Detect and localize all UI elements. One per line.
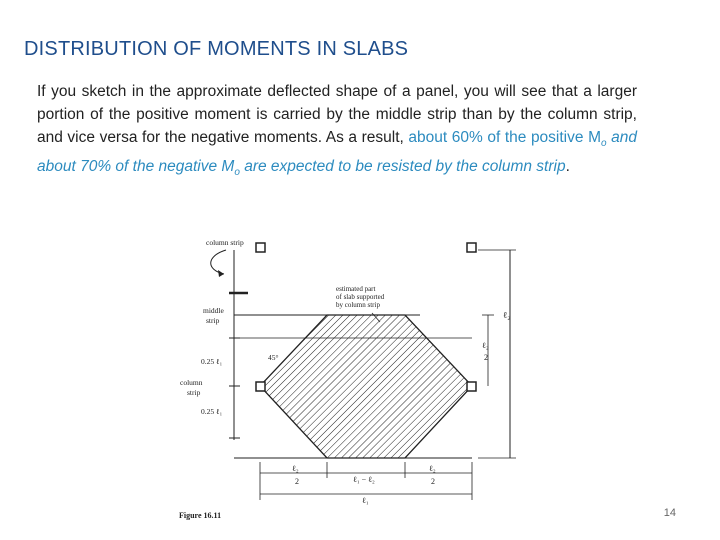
label-025-l1-top: 0.25 ℓ₁ (201, 357, 223, 366)
label-45-degrees: 45° (268, 353, 279, 362)
column-square-mr (467, 382, 476, 391)
column-square-tr (467, 243, 476, 252)
subscript-o-2: o (234, 167, 240, 179)
column-square-ml (256, 382, 265, 391)
label-column-1: column (180, 378, 203, 387)
figure-caption: Figure 16.11 (179, 511, 222, 520)
label-l2-half-num: ℓ₂ (482, 341, 489, 350)
label-bottom-left-den: 2 (295, 477, 299, 486)
label-middle-2: strip (206, 316, 220, 325)
arrowhead-icon (218, 270, 224, 277)
column-square-tl (256, 243, 265, 252)
label-bottom-right-num: ℓ₂ (429, 464, 436, 473)
paragraph-end: . (565, 158, 570, 176)
label-bottom-right-den: 2 (431, 477, 435, 486)
label-estimated-3: by column strip (336, 301, 380, 309)
highlight-column-strip: are expected to be resisted by the column strip (239, 158, 566, 176)
label-bottom-left-num: ℓ₂ (292, 464, 299, 473)
label-025-l1-bottom: 0.25 ℓ₁ (201, 407, 223, 416)
slide-title: DISTRIBUTION OF MOMENTS IN SLABS (24, 38, 409, 60)
paragraph-text: If you sketch in the approximate deflected shape of a panel, you will see that a larger portion of the positive moment is carried by the middle strip than by the column strip, and vice versa for the negative moments. As a result, (37, 83, 637, 146)
slide-number: 14 (663, 507, 676, 519)
label-l2-half-den: 2 (484, 353, 488, 362)
label-bottom-center: ℓ₁ − ℓ₂ (353, 475, 375, 484)
label-l2: ℓ₂ (503, 310, 511, 320)
label-estimated-2: of slab supported (336, 293, 385, 301)
highlight-negative-moment: and about 70% of the negative M (37, 129, 637, 176)
label-estimated-1: estimated part (336, 285, 376, 293)
label-middle-1: middle (203, 306, 224, 315)
highlight-positive-moment: about 60% of the positive M (408, 129, 601, 146)
label-column-2: strip (187, 388, 201, 397)
label-column-strip-top: column strip (206, 238, 244, 247)
label-l1: ℓ₁ (362, 496, 369, 505)
subscript-o-1: o (600, 138, 607, 150)
hatched-hexagon (260, 315, 472, 458)
